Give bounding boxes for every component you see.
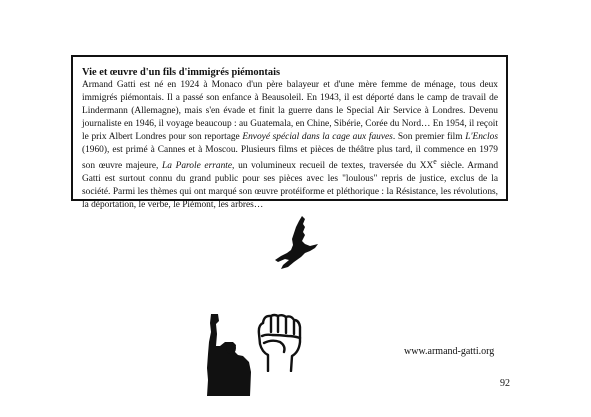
page-number: 92: [500, 378, 510, 389]
bio-text-segment: (1960), est primé à Cannes et à Moscou. Plusieurs films et pièces de théâtre plus tard, il commence en 1979 son œuvre majeure,: [82, 144, 498, 172]
biography-text: [82, 79, 498, 212]
work-title-envoye-special: Envoyé spécial dans la cage aux fauves: [242, 131, 393, 142]
work-title-parole-errante: La Parole errante: [162, 161, 233, 172]
work-title-lenclos: L'Enclos: [465, 131, 498, 142]
website-url: www.armand-gatti.org: [404, 346, 495, 357]
bio-text-segment: , un volumineux recueil de textes, traversée du XX: [232, 161, 434, 172]
box-title: Vie et œuvre d'un fils d'immigrés piémontais: [82, 67, 280, 78]
bio-text-segment: . Son premier film: [392, 131, 466, 142]
biography-box: [71, 55, 508, 211]
raised-arm-icon: [203, 312, 255, 396]
century-superscript: e: [433, 157, 437, 167]
bio-text-segment: siècle. Armand Gatti est surtout connu du grand public pour ses pièces avec les "loulous" repris de justice, exclus de la société. Parmi les thèmes qui ont marqué son œuvre protéiforme et pléthorique : la Résistance, les révolutions, la déportation, le verbe, le Piémont, les arbres…: [82, 161, 499, 211]
raised-fist-icon: [254, 312, 305, 372]
flying-bird-icon: [272, 215, 320, 270]
bio-text-segment: Armand Gatti est né en 1924 à Monaco d'un père balayeur et d'une mère femme de ménage, tous deux immigrés piémontais. Il a passé son enfance à Beausoleil. En 1943, il est déporté dans le camp de travail de Lindermann (Allemagne), mais s'en évade et finit la guerre dans le Special Air Service à Londres. Devenu journaliste en 1946, il voyage beaucoup : au Guatemala, en Chine, Sibérie, Corée du Nord… En 1954, il reçoit le prix Albert Londres pour son reportage: [82, 80, 498, 142]
